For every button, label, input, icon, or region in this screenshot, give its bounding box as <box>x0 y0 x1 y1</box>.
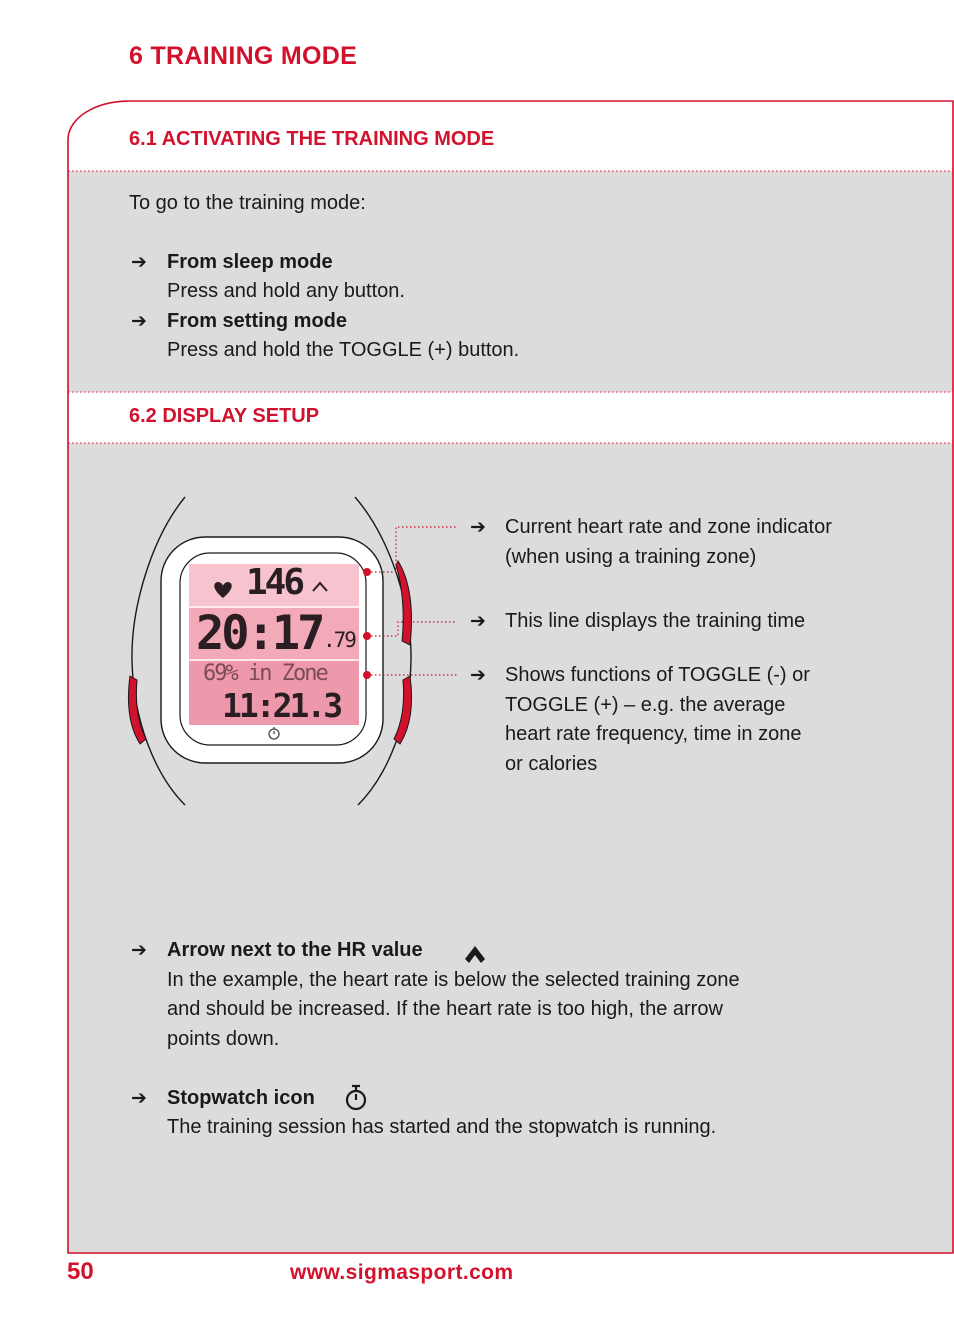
note-heading: Stopwatch icon <box>167 1087 315 1109</box>
note-heading: Arrow next to the HR value <box>167 939 423 961</box>
item-heading: From setting mode <box>167 310 348 332</box>
bullet-arrow-icon: ➔ <box>131 940 147 961</box>
callout-arrow-icon: ➔ <box>470 611 486 632</box>
note-line: and should be increased. If the heart rate is too high, the arrow <box>167 998 723 1020</box>
page-number: 50 <box>67 1258 94 1285</box>
footer-url[interactable]: www.sigmasport.com <box>290 1261 514 1284</box>
note-line: In the example, the heart rate is below the selected training zone <box>167 969 740 991</box>
display-zone-time: 11:21.3 <box>222 686 341 725</box>
display-heart-rate: 146 <box>246 562 303 603</box>
display-training-hundredths: .79 <box>323 628 355 652</box>
callout-line: or calories <box>505 753 598 775</box>
intro-text: To go to the training mode: <box>129 192 366 214</box>
callout-line: heart rate frequency, time in zone <box>505 723 802 745</box>
callout-line: (when using a training zone) <box>505 546 757 568</box>
bullet-arrow-icon: ➔ <box>131 311 147 332</box>
display-zone-text: 69% in Zone <box>203 661 327 686</box>
bullet-arrow-icon: ➔ <box>131 252 147 273</box>
section-title-display-setup: 6.2 DISPLAY SETUP <box>129 405 320 427</box>
section-title-activating: 6.1 ACTIVATING THE TRAINING MODE <box>129 128 495 150</box>
chapter-title: 6 TRAINING MODE <box>129 42 358 70</box>
callout-arrow-icon: ➔ <box>470 517 486 538</box>
note-line: points down. <box>167 1028 280 1050</box>
item-text: Press and hold the TOGGLE (+) button. <box>167 339 520 361</box>
callout-line: Current heart rate and zone indicator <box>505 516 832 538</box>
display-training-time: 20:17 <box>196 606 323 661</box>
bullet-arrow-icon: ➔ <box>131 1088 147 1109</box>
callout-line: This line displays the training time <box>505 610 806 632</box>
item-heading: From sleep mode <box>167 251 333 273</box>
item-text: Press and hold any button. <box>167 280 405 302</box>
callout-line: Shows functions of TOGGLE (-) or <box>505 664 810 686</box>
callout-arrow-icon: ➔ <box>470 665 486 686</box>
callout-line: TOGGLE (+) – e.g. the average <box>505 694 786 716</box>
note-line: The training session has started and the stopwatch is running. <box>167 1116 717 1138</box>
